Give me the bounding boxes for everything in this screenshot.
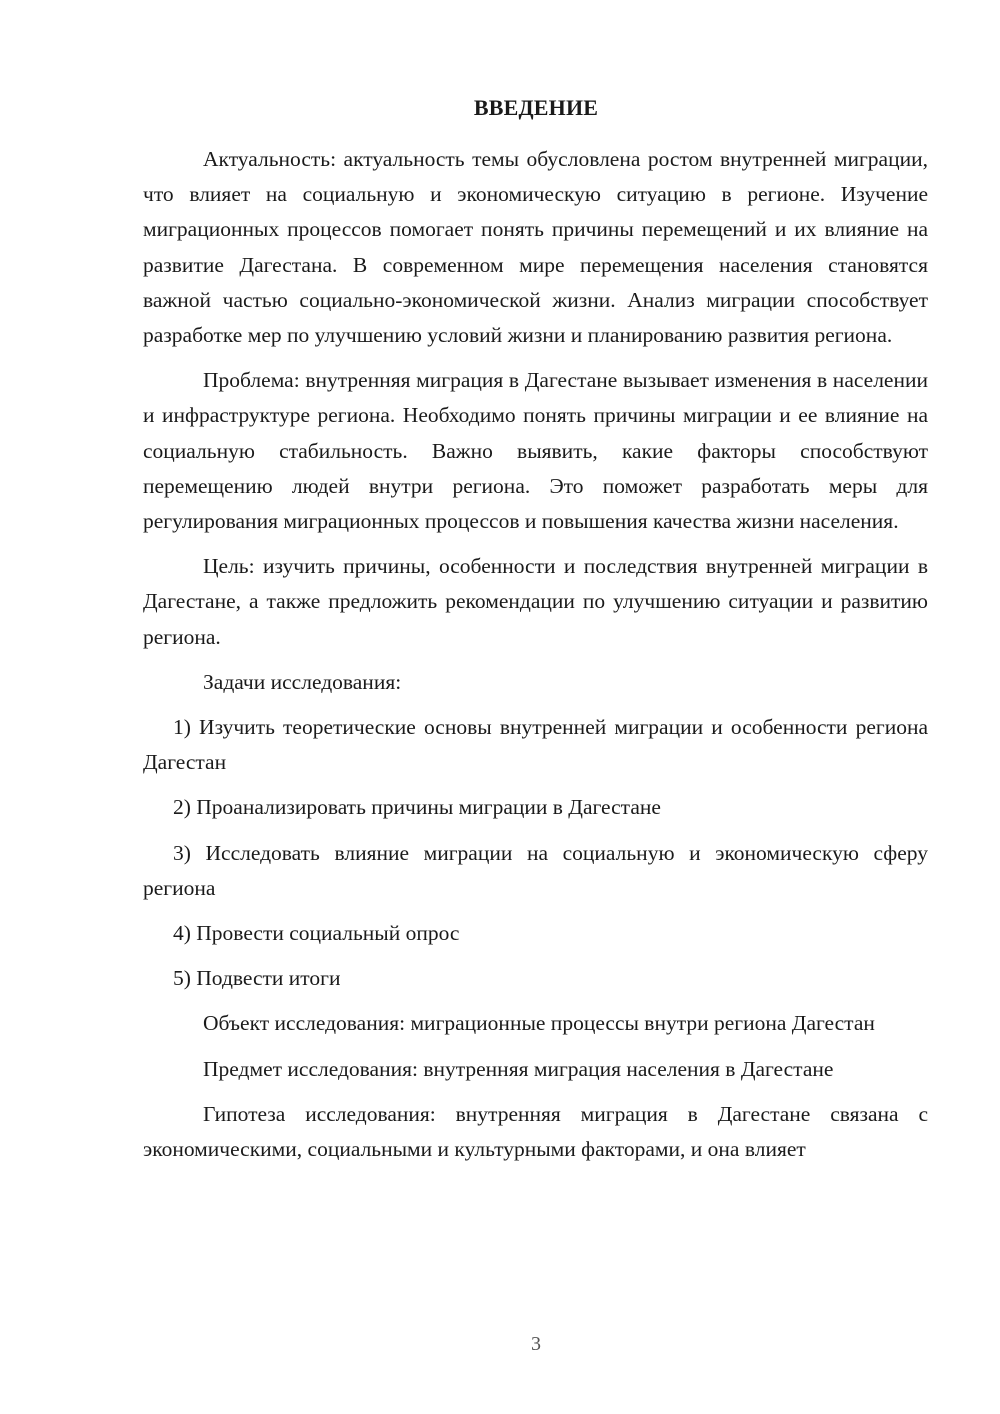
hypothesis-paragraph: Гипотеза исследования: внутренняя миграция в Дагестане связана с экономическими, социальными и культурными факторами, и она влияет bbox=[143, 1101, 928, 1162]
relevance-paragraph: Актуальность: актуальность темы обусловлена ростом внутренней миграции, что влияет на социальную и экономическую ситуацию в регионе. Изучение миграционных процессов помогает понять причины перемещений и их влияние на развитие Дагестана. В современном мире перемещения населения становятся важной частью социально-экономической жизни. Анализ миграции способствует разработке мер по улучшению условий жизни и планированию развития региона. bbox=[143, 147, 928, 348]
body-text bbox=[143, 142, 928, 1167]
research-subject-paragraph: Предмет исследования: внутренняя миграция населения в Дагестане bbox=[203, 1056, 834, 1081]
task-item: 2) Проанализировать причины миграции в Дагестане bbox=[173, 795, 661, 820]
section-heading: ВВЕДЕНИЕ bbox=[473, 95, 599, 120]
goal-paragraph: Цель: изучить причины, особенности и последствия внутренней миграции в Дагестане, а также предложить рекомендации по улучшению ситуации и развитию региона. bbox=[143, 554, 928, 649]
problem-paragraph: Проблема: внутренняя миграция в Дагестане вызывает изменения в населении и инфраструктуре региона. Необходимо понять причины миграции и ее влияние на социальную стабильность. Важно выявить, какие факторы способствуют перемещению людей внутри региона. Это поможет разработать меры для регулирования миграционных процессов и повышения качества жизни населения. bbox=[143, 368, 928, 534]
page-number: 3 bbox=[531, 1333, 541, 1355]
tasks-heading: Задачи исследования: bbox=[203, 669, 402, 694]
task-item: 3) Исследовать влияние миграции на социальную и экономическую сферу региона bbox=[143, 840, 928, 900]
task-item: 4) Провести социальный опрос bbox=[173, 921, 460, 946]
task-item: 1) Изучить теоретические основы внутренней миграции и особенности региона Дагестан bbox=[143, 715, 928, 775]
task-item: 5) Подвести итоги bbox=[173, 966, 341, 991]
research-object-paragraph: Объект исследования: миграционные процессы внутри региона Дагестан bbox=[203, 1011, 875, 1036]
